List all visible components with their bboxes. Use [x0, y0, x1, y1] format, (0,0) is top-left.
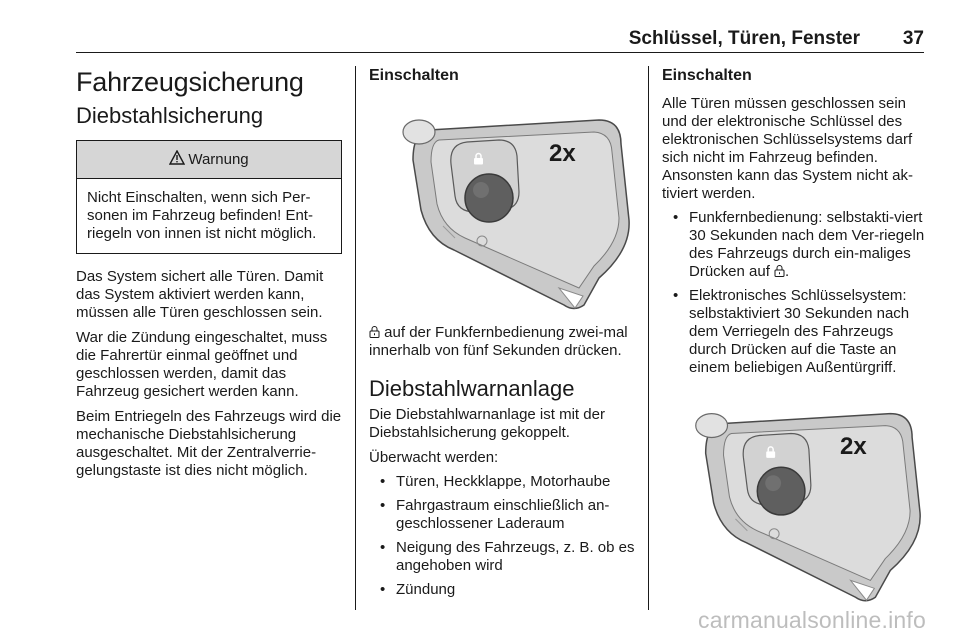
remote-key-icon	[662, 393, 926, 608]
bullet-list	[369, 473, 635, 599]
list-item	[662, 209, 926, 281]
key-figure	[662, 393, 926, 608]
lock-icon	[369, 325, 380, 338]
list-item-end: .	[785, 263, 790, 280]
paragraph: War die Zündung eingeschaltet, muss die Fahrertür einmal geöffnet und geschlossen werden, damit das Fahrzeug gesichert werden kann.	[76, 329, 328, 400]
watermark: carmanualsonline.info	[698, 607, 926, 633]
figure-label: 2x	[840, 433, 867, 460]
figure-label: 2x	[549, 140, 576, 167]
paragraph: Das System sichert alle Türen. Damit das System aktiviert werden kann, müssen alle Türen geschlossen sein.	[76, 268, 324, 321]
list-item: • Elektronisches Schlüsselsystem: selbstaktiviert 30 Sekunden nach dem Verriegeln des Fahrzeugs durch Drücken auf die Taste an einem beliebigen Außentürgriff.	[662, 287, 926, 377]
list-item-text: Funkfernbedienung: selbstakti-viert 30 Sekunden nach dem Ver-riegeln des Fahrzeugs durch ein-maliges Drücken auf	[689, 209, 925, 280]
lock-icon	[774, 264, 785, 277]
section-title: Fahrzeugsicherung	[76, 67, 304, 97]
page-number: 37	[902, 28, 924, 49]
subsection-title: Diebstahlsicherung	[76, 103, 264, 128]
warning-header	[77, 141, 341, 179]
column-1	[76, 66, 342, 480]
paragraph	[369, 324, 635, 360]
warning-triangle-icon	[169, 150, 185, 170]
list-item: • Türen, Heckklappe, Motorhaube	[369, 473, 635, 491]
header-rule	[76, 52, 924, 53]
paragraph: Die Diebstahlwarnanlage ist mit der Diebstahlsicherung gekoppelt.	[369, 406, 605, 441]
subsection-title: Einschalten	[369, 67, 459, 84]
header-title: Schlüssel, Türen, Fenster	[628, 28, 860, 49]
key-figure	[369, 100, 635, 315]
column-divider	[648, 66, 649, 610]
list-item: • Fahrgastraum einschließlich an-geschlossener Laderaum	[369, 497, 635, 533]
page-header	[76, 26, 924, 54]
section-title: Diebstahlwarnanlage	[369, 376, 575, 401]
paragraph-text: auf der Funkfernbedienung zwei-mal innerhalb von fünf Sekunden drücken.	[369, 324, 628, 359]
subsection-title: Einschalten	[662, 67, 752, 84]
warning-text: Nicht Einschalten, wenn sich Per-sonen im Fahrzeug befinden! Ent-riegeln von innen ist nicht möglich.	[87, 189, 317, 242]
remote-key-icon	[369, 100, 635, 315]
bullet-list	[662, 209, 926, 377]
column-3	[662, 66, 926, 608]
list-item: • Neigung des Fahrzeugs, z. B. ob es angehoben wird	[369, 539, 635, 575]
paragraph: Überwacht werden:	[369, 449, 499, 466]
warning-box	[76, 140, 342, 254]
list-item: • Zündung	[369, 581, 635, 599]
paragraph: Beim Entriegeln des Fahrzeugs wird die mechanische Diebstahlsicherung ausgeschaltet. Mit der Zentralverrie-gelungstaste ist dies nicht möglich.	[76, 408, 342, 479]
paragraph: Alle Türen müssen geschlossen sein und der elektronische Schlüssel des elektronischen Schlüsselsystems darf sich nicht im Fahrzeug befinden. Ansonsten kann das System nicht ak-tiviert werden.	[662, 95, 913, 202]
warning-title: Warnung	[188, 151, 249, 168]
column-2	[369, 66, 635, 599]
column-divider	[355, 66, 356, 610]
